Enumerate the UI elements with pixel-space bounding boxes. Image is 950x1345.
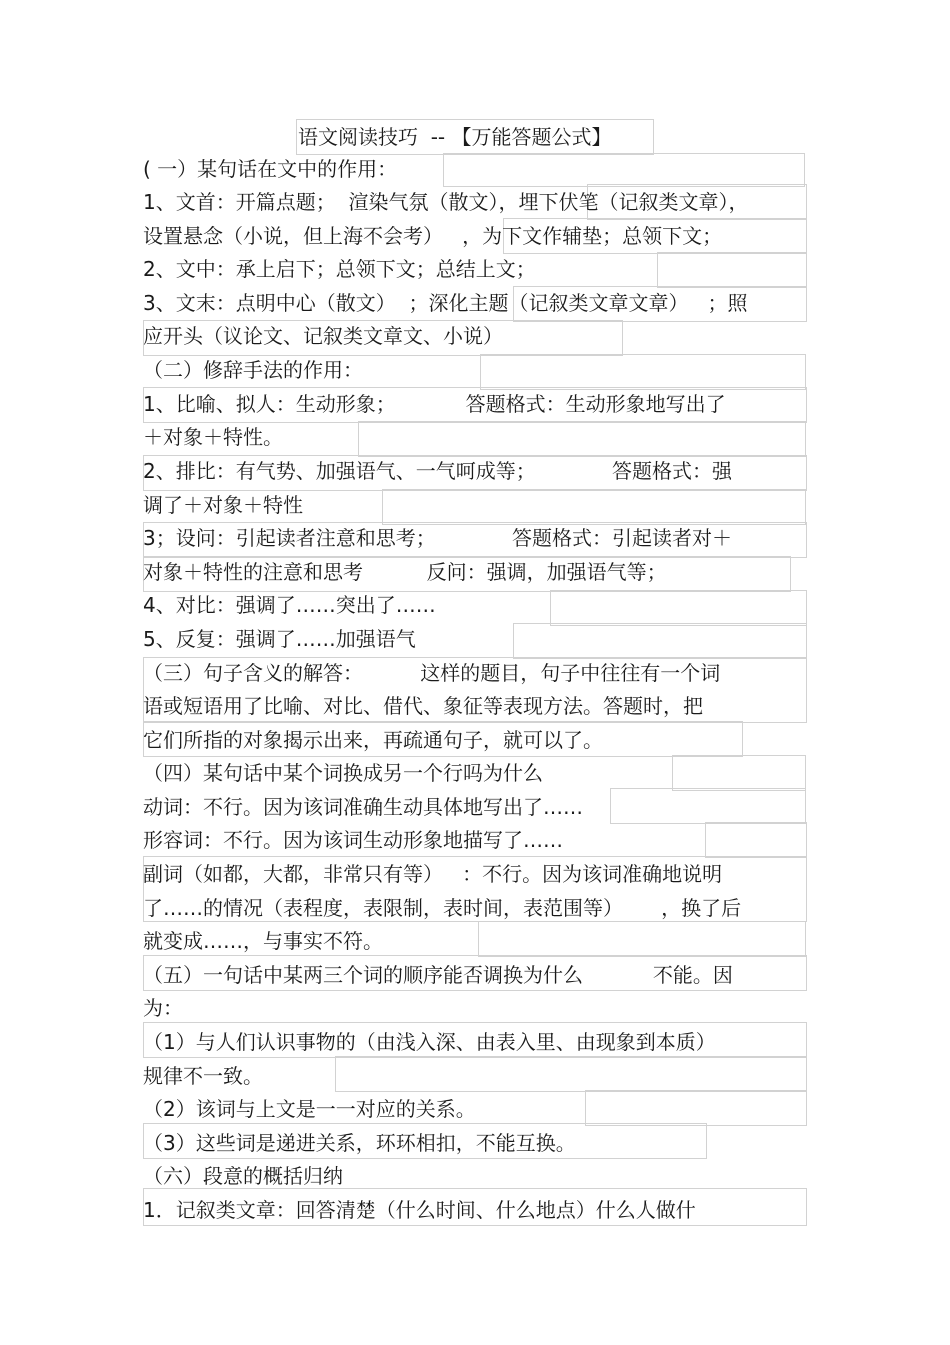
text-line: 4、对比：强调了……突出了…… (143, 593, 436, 617)
text-line: ＋对象＋特性。 (143, 425, 283, 449)
text-frame (610, 788, 806, 824)
text-frame (672, 755, 806, 791)
text-frame (585, 1090, 807, 1126)
text-line: 语或短语用了比喻、对比、借代、象征等表现方法。答题时，把 (143, 694, 703, 718)
text-frame (358, 421, 806, 457)
text-line: 2、排比：有气势、加强语气、一气呵成等； 答题格式：强 (143, 459, 733, 483)
text-frame (550, 590, 807, 626)
section-heading-3: （三）句子含义的解答： 这样的题目，句子中往往有一个词 (143, 661, 721, 685)
text-line: 调了＋对象＋特性 (143, 493, 303, 517)
text-line: 副词（如都，大都，非常只有等） ：不行。因为该词准确地说明 (143, 862, 723, 886)
text-line: 3、文末：点明中心（散文） ；深化主题（记叙类文章文章） ；照 (143, 291, 748, 315)
section-heading-1: ( 一）某句话在文中的作用： (143, 157, 398, 181)
text-line: （1）与人们认识事物的（由浅入深、由表入里、由现象到本质） (143, 1030, 716, 1054)
text-line: 规律不一致。 (143, 1064, 263, 1088)
document-title: 语文阅读技巧 -- 【万能答题公式】 (298, 125, 612, 149)
text-line: 2、文中：承上启下；总领下文；总结上文； (143, 257, 536, 281)
text-line: 形容词：不行。因为该词生动形象地描写了…… (143, 828, 563, 852)
text-line: 3；设问：引起读者注意和思考； 答题格式：引起读者对＋ (143, 526, 733, 550)
text-frame (335, 1056, 807, 1092)
text-frame (705, 822, 807, 858)
text-frame (513, 623, 807, 659)
text-line: 了……的情况（表程度，表限制，表时间，表范围等） ，换了后 (143, 896, 742, 920)
text-frame (382, 489, 806, 525)
text-line: 1、文首：开篇点题； 渲染气氛（散文），埋下伏笔（记叙类文章）， (143, 190, 749, 214)
text-line: 5、反复：强调了……加强语气 (143, 627, 416, 651)
text-frame (443, 153, 805, 187)
text-line: 对象＋特性的注意和思考 反问：强调，加强语气等； (143, 560, 667, 584)
section-heading-5: （五）一句话中某两三个词的顺序能否调换为什么 不能。因 (143, 963, 733, 987)
text-frame (478, 921, 806, 957)
text-line: 它们所指的对象揭示出来，再疏通句子，就可以了。 (143, 728, 603, 752)
text-line: 1、比喻、拟人：生动形象； 答题格式：生动形象地写出了 (143, 392, 726, 416)
text-line: 就变成……，与事实不符。 (143, 929, 383, 953)
text-frame (657, 252, 807, 288)
text-line: （3）这些词是递进关系，环环相扣，不能互换。 (143, 1131, 576, 1155)
text-line: 应开头（议论文、记叙类文章文、小说） (143, 324, 503, 348)
section-heading-2: （二）修辞手法的作用： (143, 358, 363, 382)
section-heading-4: （四）某句话中某个词换成另一个行吗为什么 (143, 761, 543, 785)
text-line: 为： (143, 996, 183, 1020)
section-heading-6: （六）段意的概括归纳 (143, 1164, 343, 1188)
text-line: （2）该词与上文是一一对应的关系。 (143, 1097, 476, 1121)
text-line: 1．记叙类文章：回答清楚（什么时间、什么地点）什么人做什 (143, 1198, 696, 1222)
text-line: 动词：不行。因为该词准确生动具体地写出了…… (143, 795, 583, 819)
text-line: 设置悬念（小说，但上海不会考） ，为下文作辅垫；总领下文； (143, 224, 723, 248)
text-frame (480, 354, 806, 390)
